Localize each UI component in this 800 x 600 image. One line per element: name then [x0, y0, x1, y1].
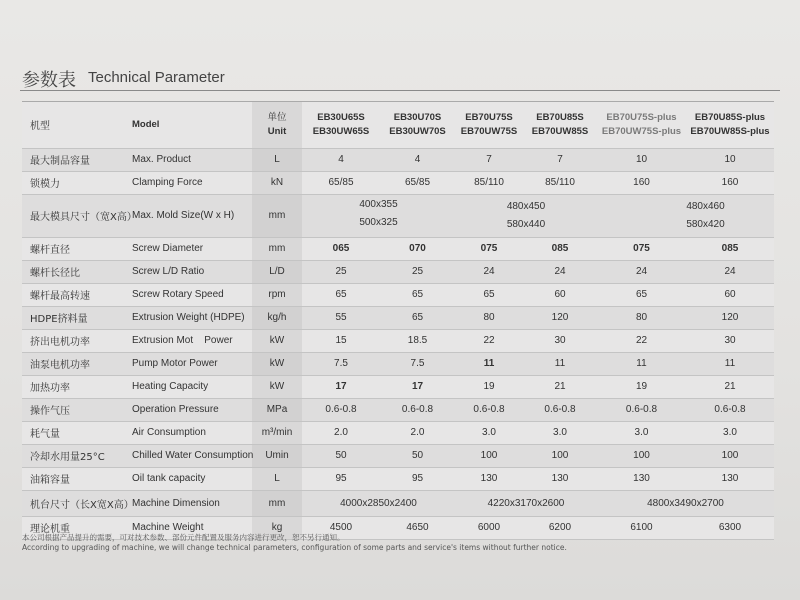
row-label-en: Extrusion Mot Power — [122, 329, 252, 352]
table-row — [22, 421, 774, 444]
row-unit: kW — [252, 329, 302, 352]
row-label-cn: 锁模力 — [22, 171, 122, 194]
cell-value: 60 — [523, 283, 597, 306]
row-unit: kg/h — [252, 306, 302, 329]
cell-value: 4 — [380, 148, 455, 171]
row-unit: L — [252, 148, 302, 171]
mold-size-group-1: 400x355 500x325 — [302, 194, 455, 237]
table-row — [22, 283, 774, 306]
row-unit: MPa — [252, 398, 302, 421]
row-unit: rpm — [252, 283, 302, 306]
row-label-en: Screw Rotary Speed — [122, 283, 252, 306]
row-label-cn: 螺杆直径 — [22, 237, 122, 260]
cell-value: 065 — [302, 237, 380, 260]
header-label-en: Model — [122, 102, 252, 148]
row-label-cn: 冷却水用量25°C — [22, 444, 122, 467]
row-label-en: Oil tank capacity — [122, 467, 252, 490]
cell-value: 11 — [686, 352, 774, 375]
page-header — [20, 64, 780, 91]
header-unit — [252, 102, 302, 148]
cell-value: 070 — [380, 237, 455, 260]
row-label-en: Pump Motor Power — [122, 352, 252, 375]
cell-value: 95 — [380, 467, 455, 490]
cell-value: 130 — [686, 467, 774, 490]
cell-value: 10 — [597, 148, 686, 171]
header-unit-cn: 单位 — [267, 111, 287, 123]
row-label-cn: 机台尺寸（长X宽X高） — [22, 490, 122, 516]
dimension-group-2: 4220x3170x2600 — [455, 490, 597, 516]
cell-value: 160 — [686, 171, 774, 194]
mold-size-group-2: 480x450 580x440 — [455, 194, 597, 237]
cell-value: 22 — [455, 329, 523, 352]
cell-value: 65 — [380, 283, 455, 306]
row-label-en: Air Consumption — [122, 421, 252, 444]
row-label-en: Max. Product — [122, 148, 252, 171]
row-label-en: Clamping Force — [122, 171, 252, 194]
model-header: EB70U75S EB70UW75S — [455, 102, 523, 148]
model-header: EB30U70S EB30UW70S — [380, 102, 455, 148]
row-label-cn: 螺杆长径比 — [22, 260, 122, 283]
cell-value: 21 — [686, 375, 774, 398]
row-unit: L/D — [252, 260, 302, 283]
cell-value: 19 — [455, 375, 523, 398]
row-unit: kN — [252, 171, 302, 194]
row-unit: mm — [252, 490, 302, 516]
table-row — [22, 260, 774, 283]
cell-value: 4650 — [380, 516, 455, 539]
table-row — [22, 467, 774, 490]
cell-value: 6000 — [455, 516, 523, 539]
cell-value: 65/85 — [380, 171, 455, 194]
table-row — [22, 306, 774, 329]
row-unit: kg — [252, 516, 302, 539]
cell-value: 075 — [455, 237, 523, 260]
cell-value: 100 — [686, 444, 774, 467]
row-label-cn: 最大制品容量 — [22, 148, 122, 171]
row-label-en: Operation Pressure — [122, 398, 252, 421]
dimension-group-3: 4800x3490x2700 — [597, 490, 774, 516]
row-label-cn: 加热功率 — [22, 375, 122, 398]
cell-value: 0.6-0.8 — [455, 398, 523, 421]
cell-value: 24 — [597, 260, 686, 283]
cell-value: 0.6-0.8 — [597, 398, 686, 421]
footnote-en: According to upgrading of machine, we will change technical parameters, configuration of some parts and service's items without further notice. — [22, 543, 567, 552]
cell-value: 7.5 — [380, 352, 455, 375]
table-row — [22, 398, 774, 421]
cell-value: 3.0 — [597, 421, 686, 444]
header-label-cn: 机型 — [22, 102, 122, 148]
cell-value: 7 — [523, 148, 597, 171]
table-row — [22, 352, 774, 375]
cell-value: 160 — [597, 171, 686, 194]
cell-value: 55 — [302, 306, 380, 329]
cell-value: 7.5 — [302, 352, 380, 375]
cell-value: 85/110 — [523, 171, 597, 194]
cell-value: 0.6-0.8 — [302, 398, 380, 421]
row-label-en: Screw Diameter — [122, 237, 252, 260]
cell-value: 2.0 — [302, 421, 380, 444]
table-row — [22, 329, 774, 352]
table-row — [22, 444, 774, 467]
cell-value: 19 — [597, 375, 686, 398]
row-unit: Umin — [252, 444, 302, 467]
row-label-cn: 油泵电机功率 — [22, 352, 122, 375]
cell-value: 17 — [380, 375, 455, 398]
cell-value: 4500 — [302, 516, 380, 539]
table-row — [22, 237, 774, 260]
cell-value: 11 — [455, 352, 523, 375]
cell-value: 100 — [455, 444, 523, 467]
dimension-group-1: 4000x2850x2400 — [302, 490, 455, 516]
table-row-mold-size — [22, 194, 774, 237]
cell-value: 130 — [523, 467, 597, 490]
cell-value: 130 — [597, 467, 686, 490]
cell-value: 30 — [523, 329, 597, 352]
cell-value: 3.0 — [523, 421, 597, 444]
footnote-cn: 本公司根据产品提升的需要，可对技术参数、部份元件配置及服务内容进行更改，恕不另行通知。 — [22, 533, 345, 542]
cell-value: 0.6-0.8 — [523, 398, 597, 421]
row-label-cn: HDPE挤料量 — [22, 306, 122, 329]
cell-value: 25 — [302, 260, 380, 283]
cell-value: 4 — [302, 148, 380, 171]
footnote — [22, 533, 782, 553]
row-label-en: Chilled Water Consumption — [122, 444, 252, 467]
cell-value: 50 — [302, 444, 380, 467]
cell-value: 17 — [302, 375, 380, 398]
technical-parameter-table — [22, 101, 774, 540]
cell-value: 120 — [523, 306, 597, 329]
cell-value: 65 — [455, 283, 523, 306]
cell-value: 18.5 — [380, 329, 455, 352]
row-unit: mm — [252, 194, 302, 237]
cell-value: 80 — [455, 306, 523, 329]
row-label-en: Machine Weight — [122, 516, 252, 539]
cell-value: 65 — [597, 283, 686, 306]
row-label-cn: 耗气量 — [22, 421, 122, 444]
cell-value: 3.0 — [455, 421, 523, 444]
cell-value: 21 — [523, 375, 597, 398]
table-row-machine-dimension — [22, 490, 774, 516]
cell-value: 65 — [380, 306, 455, 329]
cell-value: 24 — [523, 260, 597, 283]
cell-value: 50 — [380, 444, 455, 467]
row-label-cn: 挤出电机功率 — [22, 329, 122, 352]
cell-value: 80 — [597, 306, 686, 329]
table-row — [22, 375, 774, 398]
table-row — [22, 171, 774, 194]
cell-value: 85/110 — [455, 171, 523, 194]
cell-value: 130 — [455, 467, 523, 490]
cell-value: 30 — [686, 329, 774, 352]
cell-value: 3.0 — [686, 421, 774, 444]
header-unit-en: Unit — [267, 125, 287, 137]
cell-value: 22 — [597, 329, 686, 352]
cell-value: 2.0 — [380, 421, 455, 444]
row-label-cn: 油箱容量 — [22, 467, 122, 490]
cell-value: 24 — [686, 260, 774, 283]
row-label-en: Machine Dimension — [122, 490, 252, 516]
title-chinese: 参数表 — [22, 70, 76, 91]
row-label-en: Heating Capacity — [122, 375, 252, 398]
cell-value: 10 — [686, 148, 774, 171]
cell-value: 6200 — [523, 516, 597, 539]
table-row — [22, 148, 774, 171]
row-unit: kW — [252, 375, 302, 398]
cell-value: 60 — [686, 283, 774, 306]
title-english: Technical Parameter — [88, 69, 225, 86]
cell-value: 0.6-0.8 — [380, 398, 455, 421]
row-label-cn: 最大模具尺寸（宽X高） — [22, 194, 122, 237]
cell-value: 11 — [597, 352, 686, 375]
cell-value: 085 — [686, 237, 774, 260]
row-label-en: Screw L/D Ratio — [122, 260, 252, 283]
cell-value: 25 — [380, 260, 455, 283]
cell-value: 15 — [302, 329, 380, 352]
model-header: EB70U85S-plus EB70UW85S-plus — [686, 102, 774, 148]
model-header: EB30U65S EB30UW65S — [302, 102, 380, 148]
mold-size-group-3: 480x460 580x420 — [597, 194, 774, 237]
cell-value: 65/85 — [302, 171, 380, 194]
row-unit: m³/min — [252, 421, 302, 444]
model-header: EB70U85S EB70UW85S — [523, 102, 597, 148]
row-label-en: Extrusion Weight (HDPE) — [122, 306, 252, 329]
cell-value: 075 — [597, 237, 686, 260]
cell-value: 95 — [302, 467, 380, 490]
cell-value: 7 — [455, 148, 523, 171]
cell-value: 6100 — [597, 516, 686, 539]
cell-value: 085 — [523, 237, 597, 260]
row-label-cn: 操作气压 — [22, 398, 122, 421]
cell-value: 6300 — [686, 516, 774, 539]
cell-value: 100 — [523, 444, 597, 467]
model-header: EB70U75S-plus EB70UW75S-plus — [597, 102, 686, 148]
cell-value: 65 — [302, 283, 380, 306]
row-label-cn: 理论机重 — [22, 516, 122, 539]
cell-value: 100 — [597, 444, 686, 467]
cell-value: 0.6-0.8 — [686, 398, 774, 421]
cell-value: 11 — [523, 352, 597, 375]
row-label-en: Max. Mold Size(W x H) — [122, 194, 252, 237]
row-unit: kW — [252, 352, 302, 375]
cell-value: 120 — [686, 306, 774, 329]
row-label-cn: 螺杆最高转速 — [22, 283, 122, 306]
row-unit: L — [252, 467, 302, 490]
row-unit: mm — [252, 237, 302, 260]
table-header-row — [22, 102, 774, 148]
cell-value: 24 — [455, 260, 523, 283]
